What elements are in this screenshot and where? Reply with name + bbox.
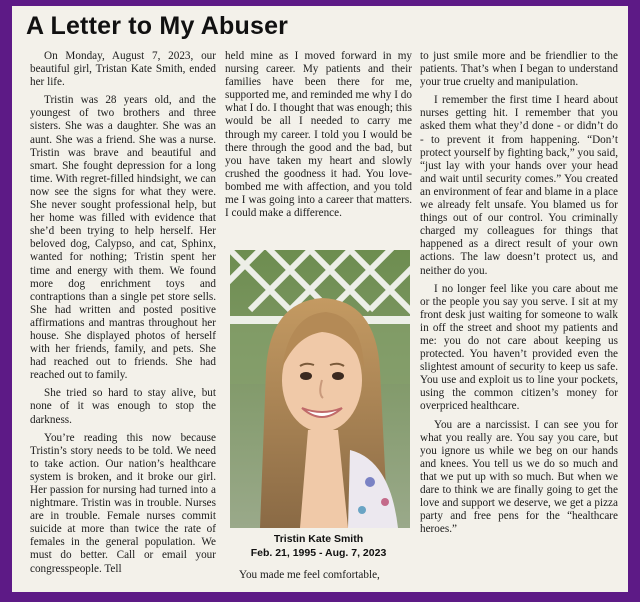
paragraph: to just smile more and be friendlier to the patients. That’s when I began to understand your true cruelty and manipulation. bbox=[420, 50, 618, 89]
paragraph: You are a narcissist. I can see you for what you really are. You say you care, but you ignore us while we beg on our hands and knees. You tell us we do so much and that we put up with so much. But when we dare to think we are finally going to get the love and support we deserve, we get a pizza party and free pens for the “healthcare heroes.” bbox=[420, 418, 618, 536]
caption-name: Tristin Kate Smith bbox=[273, 533, 364, 545]
article-column-1 bbox=[30, 50, 216, 590]
newspaper-page bbox=[12, 6, 628, 592]
headline: A Letter to My Abuser bbox=[26, 12, 289, 40]
paragraph: I remember the first time I heard about nurses getting hit. I remember that you asked them what they’d done - or didn’t do - to prevent it from happening. “Don’t protect yourself by fighting back,” you said, “just lay with your hands over your head and wait until security comes.” You created an environment of fear and blame in a place we already felt unsafe. You blamed us for things out of our control. You criminally charged my colleagues for things that happened as a direct result of your own actions. The law doesn’t protect us, and neither do you. bbox=[420, 94, 618, 277]
paragraph: On Monday, August 7, 2023, our beautiful girl, Tristan Kate Smith, ended her life. bbox=[30, 50, 216, 89]
portrait-photo bbox=[230, 250, 410, 528]
article-column-2-continued bbox=[225, 569, 412, 591]
paragraph: held mine as I moved forward in my nursing career. My patients and their families have been there for me, supported me, and reminded me why I do what I do. I thought that was enough; this would be all I needed to carry me through my career. I told you I would be there through the good and the bad, but you have taken my heart and slowly crushed the goodness it had. You love-bombed me with affection, and you told me I was going into a career that matters. I could make a difference. bbox=[225, 50, 412, 220]
paragraph: Tristin was 28 years old, and the youngest of two brothers and three sisters. She was a daughter. She was an aunt. She was a friend. She was a nurse. Tristin was brave and beautiful and smart. She fought depression for a long time. With regret-filled hindsight, we can now see the signs for what they were. She never sought professional help, but her home was filled with evidence that she’d been trying to help herself. Her beloved dog, Calypso, and cat, Sphinx, wanted for nothing; Tristin spent her time and energy with them. We found more dog enrichment toys and contraptions than a single pet store sells. She had written and posted positive affirmations and mantras throughout her house. She displayed photos of herself with her friends, family, and pets. She had reached out to friends. She had reached out to family. bbox=[30, 94, 216, 382]
paragraph: I no longer feel like you care about me or the people you say you serve. I sit at my front desk just waiting for someone to walk in off the street and shoot my patients and me: you do not care about keeping us protected. You haven’t provided even the slightest amount of security to keep us safe. You use and exploit us to line your pockets, using the common citizen’s money for overpriced healthcare. bbox=[420, 282, 618, 413]
caption-dates: Feb. 21, 1995 - Aug. 7, 2023 bbox=[250, 547, 387, 559]
paragraph: You’re reading this now because Tristin’s story needs to be told. We need to take action. Our nation’s healthcare system is broken, and it broke our girl. Her passion for nursing had turned into a nightmare. Tristin was in trouble. Nurses are in trouble. Female nurses commit suicide at more than twice the rate of females in the general population. We must do better. Call or email your congresspeople. Tell bbox=[30, 431, 216, 575]
portrait-illustration bbox=[230, 250, 410, 528]
article-column-2 bbox=[225, 50, 412, 240]
paragraph: She tried so hard to stay alive, but none of it was enough to stop the darkness. bbox=[30, 387, 216, 426]
photo-caption bbox=[225, 532, 412, 560]
article-column-3 bbox=[420, 50, 618, 590]
paragraph: You made me feel comfortable, bbox=[239, 569, 380, 581]
